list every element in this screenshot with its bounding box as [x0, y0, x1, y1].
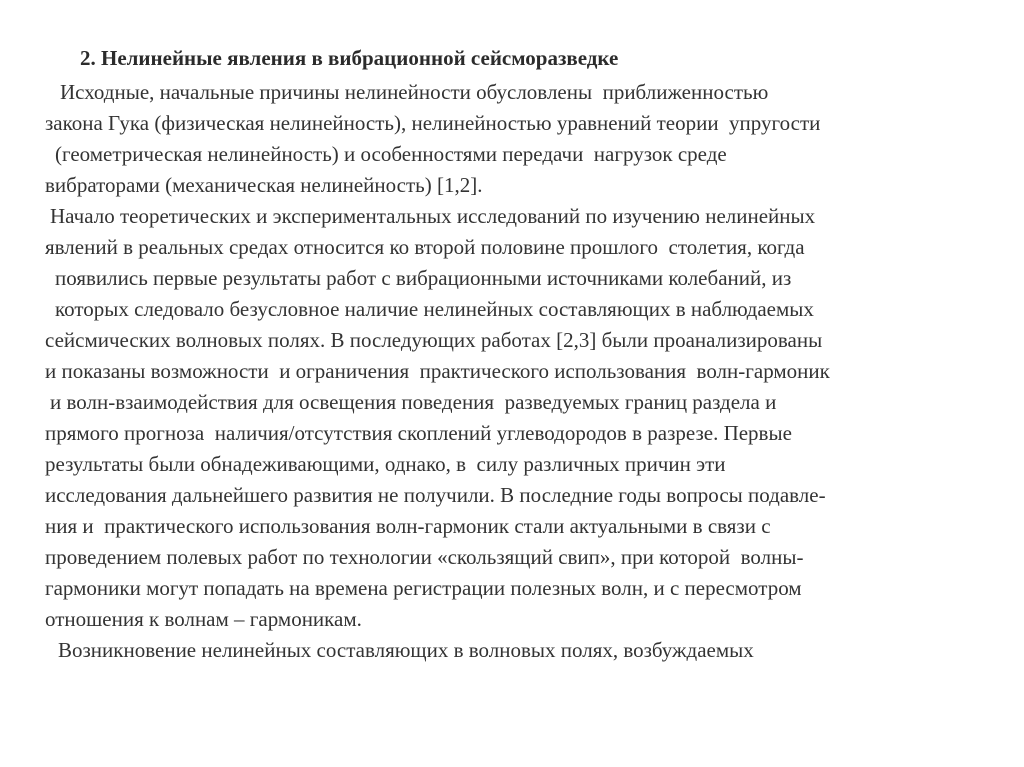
text-line: закона Гука (физическая нелинейность), нелинейностью уравнений теории упругости	[45, 111, 821, 135]
text-line: гармоники могут попадать на времена регистрации полезных волн, и с пересмотром	[45, 576, 802, 600]
text-line: прямого прогноза наличия/отсутствия скоплений углеводородов в разрезе. Первые	[45, 421, 792, 445]
text-line: Исходные, начальные причины нелинейности обусловлены приближенностью	[60, 80, 769, 104]
text-line: (геометрическая нелинейность) и особенностями передачи нагрузок среде	[55, 142, 727, 166]
text-line: появились первые результаты работ с вибрационными источниками колебаний, из	[55, 266, 792, 290]
text-line: результаты были обнадеживающими, однако, в силу различных причин эти	[45, 452, 726, 476]
text-line: и показаны возможности и ограничения практического использования волн-гармоник	[45, 359, 830, 383]
text-line: и волн-взаимодействия для освещения поведения разведуемых границ раздела и	[50, 390, 777, 414]
text-line: Возникновение нелинейных составляющих в волновых полях, возбуждаемых	[58, 638, 754, 662]
section-heading: 2. Нелинейные явления в вибрационной сейсморазведке	[80, 46, 619, 70]
text-line: которых следовало безусловное наличие нелинейных составляющих в наблюдаемых	[55, 297, 814, 321]
text-line: Начало теоретических и экспериментальных исследований по изучению нелинейных	[50, 204, 816, 228]
text-line: явлений в реальных средах относится ко второй половине прошлого столетия, когда	[45, 235, 805, 259]
text-line: сейсмических волновых полях. В последующих работах [2,3] были проанализированы	[45, 328, 823, 352]
text-line: отношения к волнам – гармоникам.	[45, 607, 362, 631]
text-line: ния и практического использования волн-гармоник стали актуальными в связи с	[45, 514, 771, 538]
text-line: проведением полевых работ по технологии «скользящий свип», при которой волны-	[45, 545, 804, 569]
text-line: исследования дальнейшего развития не получили. В последние годы вопросы подавле-	[45, 483, 826, 507]
text-line: вибраторами (механическая нелинейность) [1,2].	[45, 173, 483, 197]
